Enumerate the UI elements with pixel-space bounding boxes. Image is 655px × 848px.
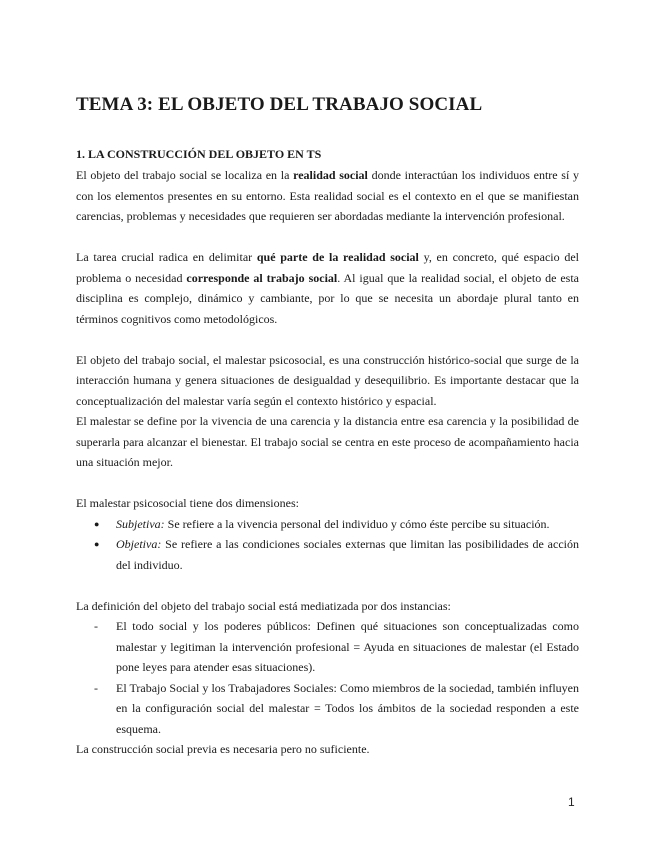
spacer xyxy=(76,575,579,596)
spacer xyxy=(76,329,579,350)
dimensions-list xyxy=(76,514,579,576)
dash-marker: - xyxy=(94,680,98,695)
bold-term: qué parte de la realidad social xyxy=(256,250,419,264)
spacer xyxy=(76,227,579,248)
bold-term: corresponde al trabajo social xyxy=(186,270,338,285)
paragraph-instancias-intro: La definición del objeto del trabajo social está mediatizada por dos instancias: xyxy=(76,598,451,613)
text-run: Se refiere a las condiciones sociales externas que limitan las posibilidades de acción del individuo. xyxy=(116,537,579,572)
section-heading: 1. LA CONSTRUCCIÓN DEL OBJETO EN TS xyxy=(76,147,322,161)
instances-list xyxy=(76,616,579,739)
italic-term: Objetiva: xyxy=(116,537,162,551)
italic-term: Subjetiva: xyxy=(116,516,165,531)
page-content xyxy=(76,93,579,760)
document-title: TEMA 3: EL OBJETO DEL TRABAJO SOCIAL xyxy=(76,94,483,115)
text-run: . Al igual que la realidad social, el objeto de esta disciplina es complejo, dinámico y cambiante, por lo que se necesita un abordaje plural tanto en términos cognitivos como metodológicos. xyxy=(76,270,580,326)
text-run: La tarea crucial radica en delimitar xyxy=(76,250,257,264)
text-run: y, en concreto, qué espacio del problema o necesidad xyxy=(76,250,580,285)
text-run: donde interactúan los individuos entre sí y con los elementos presentes en su entorno. Esta realidad social es el contexto en el que se manifiestan carencias, problemas y necesidades que requieren ser abordadas mediante la intervención profesional. xyxy=(76,168,579,223)
paragraph-realidad-social xyxy=(76,165,579,227)
text-run: El objeto del trabajo social se localiza en la xyxy=(76,168,294,182)
paragraph-malestar-definicion: El malestar se define por la vivencia de una carencia y la distancia entre esa carencia y la posibilidad de superarla para alcanzar el bienestar. El trabajo social se centra en este proceso de acompañamiento hacia una situación mejor. xyxy=(76,414,579,469)
bullet-icon: ● xyxy=(94,539,100,549)
paragraph-malestar-psicosocial: El objeto del trabajo social, el malestar psicosocial, es una construcción histórico-social que surge de la interacción humana y genera situaciones de desigualdad y desequilibrio. Es importante destacar que la conceptualización del malestar varía según el contexto histórico y espacial. xyxy=(76,352,579,408)
paragraph-tarea-crucial xyxy=(76,247,579,329)
dash-marker: - xyxy=(94,619,98,633)
text-run: El Trabajo Social y los Trabajadores Sociales: Como miembros de la sociedad, también influyen en la configuración social del malestar = Todos los ámbitos de la sociedad responden a este esquema. xyxy=(116,680,579,736)
bullet-icon: ● xyxy=(94,518,100,529)
bold-term: realidad social xyxy=(293,168,368,182)
text-run: Se refiere a la vivencia personal del individuo y cómo éste percibe su situación. xyxy=(164,516,550,531)
paragraph-conclusion: La construcción social previa es necesaria pero no suficiente. xyxy=(76,742,370,756)
text-run: El todo social y los poderes públicos: Definen qué situaciones son conceptualizadas como malestar y legitiman la intervención profesional = Ayuda en situaciones de malestar (el Estado pone leyes para atender esas situaciones). xyxy=(116,619,579,674)
spacer xyxy=(76,473,579,494)
list-item xyxy=(76,534,579,575)
list-item xyxy=(76,514,579,535)
paragraph-dimensiones-intro: El malestar psicosocial tiene dos dimensiones: xyxy=(76,496,299,510)
list-item xyxy=(76,616,579,678)
page-number: 1 xyxy=(568,795,575,809)
list-item xyxy=(76,678,579,740)
